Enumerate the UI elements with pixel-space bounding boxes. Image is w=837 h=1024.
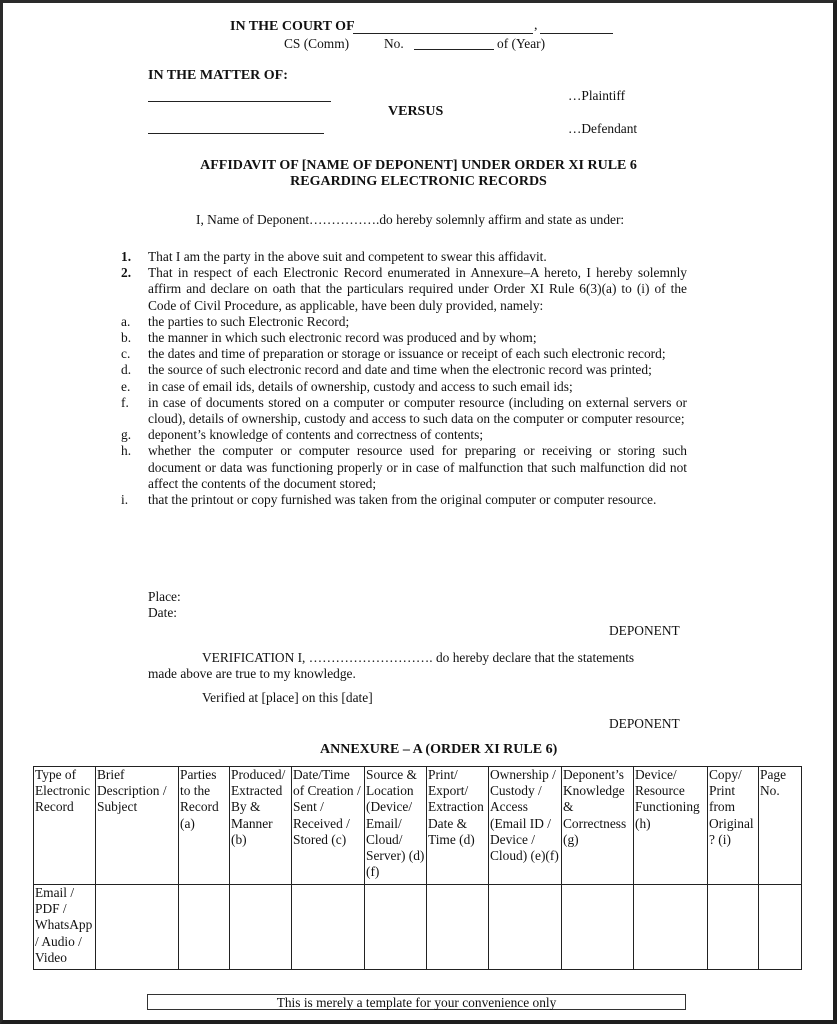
paragraph-marker: 1. [121,249,132,264]
subitem-text: deponent’s knowledge of contents and correctness of contents; [148,427,484,443]
defendant-label: …Defendant [568,121,638,136]
subitem-h [121,443,687,492]
cell-ownership[interactable] [489,885,562,970]
paragraph-2 [121,265,687,314]
column-header-parties: Parties to the Record (a) [179,767,230,885]
cell-source[interactable] [365,885,427,970]
deponent-signature-1: DEPONENT [609,623,680,638]
subitem-text: in case of documents stored on a computer or computer resource (including on external servers or cloud), details of ownership, custody and access to such data on the computer or computer resource; [148,394,687,427]
annexure-table [33,766,802,970]
case-no-label: No. [384,36,404,51]
paragraph-1 [121,249,687,265]
table-header-row [34,767,802,885]
subitem-text: in case of email ids, details of ownership, custody and access to such email ids; [148,378,573,394]
subitem-e [121,379,687,395]
subitem-text: the parties to such Electronic Record; [148,313,350,329]
subitem-marker: f. [121,394,129,410]
subitem-g [121,427,687,443]
template-disclaimer: This is merely a template for your convenience only [147,994,686,1010]
cell-datetime[interactable] [292,885,365,970]
subitem-i [121,492,687,508]
subitem-c [121,346,687,362]
subitem-marker: h. [121,443,132,459]
subitem-marker: e. [121,378,131,394]
paragraph-text: That I am the party in the above suit and competent to swear this affidavit. [148,249,547,264]
column-header-datetime: Date/Time of Creation / Sent / Received / Stored (c) [292,767,365,885]
subitem-marker: c. [121,346,131,362]
cell-page-no[interactable] [759,885,802,970]
court-label: IN THE COURT OF [230,19,355,34]
column-header-source: Source & Location (Device/ Email/ Cloud/ Server) (d)(f) [365,767,427,885]
cell-type[interactable]: Email / PDF / WhatsApp / Audio / Video [34,885,96,970]
verification-line1: VERIFICATION I, ………………………. do hereby declare that the statements [202,650,635,665]
cell-functioning[interactable] [634,885,708,970]
subitem-text: whether the computer or computer resource used for preparing or receiving or storing such document or data was functioning properly or in case of malfunction that such malfunction did not affect the contents of the document stored; [148,443,687,491]
subitem-text: the manner in which such electronic record was produced and by whom; [148,330,537,346]
case-number-blank[interactable] [414,49,494,50]
plaintiff-label: …Plaintiff [568,88,626,103]
subitem-marker: a. [121,313,131,329]
column-header-description: Brief Description / Subject [96,767,179,885]
intro-statement: I, Name of Deponent…………….do hereby solemnly affirm and state as under: [196,212,625,227]
subitem-a [121,314,687,330]
subitem-b [121,330,687,346]
subitem-marker: b. [121,330,132,346]
cell-print-date[interactable] [427,885,489,970]
case-type: CS (Comm) [284,36,350,51]
verified-at: Verified at [place] on this [date] [202,690,373,705]
subitem-text: that the printout or copy furnished was taken from the original computer or computer resource. [148,492,657,508]
paragraph-text: That in respect of each Electronic Record enumerated in Annexure–A hereto, I hereby solemnly affirm and declare on oath that the particulars required under Order XI Rule 6(3)(a) to (i) of the Code of Civil Procedure, as applicable, have been duly provided, namely: [148,265,687,313]
column-header-knowledge: Deponent’s Knowledge & Correctness (g) [562,767,634,885]
column-header-copy-original: Copy/ Print from Original ? (i) [708,767,759,885]
subitem-d [121,362,687,378]
plaintiff-name-blank[interactable] [148,101,331,102]
column-header-page-no: Page No. [759,767,802,885]
cell-description[interactable] [96,885,179,970]
cell-produced-by[interactable] [230,885,292,970]
annexure-title: ANNEXURE – A (ORDER XI RULE 6) [320,742,558,757]
affidavit-title-line1: AFFIDAVIT OF [NAME OF DEPONENT] UNDER ORDER XI RULE 6 [200,158,637,173]
paragraph-marker: 2. [121,265,132,281]
cell-knowledge[interactable] [562,885,634,970]
deponent-signature-2: DEPONENT [609,716,680,731]
affidavit-title-line2: REGARDING ELECTRONIC RECORDS [290,174,547,189]
column-header-ownership: Ownership / Custody / Access (Email ID / Device / Cloud) (e)(f) [489,767,562,885]
court-place-blank[interactable] [540,33,613,34]
court-comma: , [534,18,538,33]
subitem-marker: i. [121,492,129,508]
subitem-text: the source of such electronic record and date and time when the electronic record was printed; [148,362,652,378]
verification-line2: made above are true to my knowledge. [148,666,356,681]
date-label: Date: [148,605,177,620]
defendant-name-blank[interactable] [148,133,324,134]
subitem-marker: g. [121,427,132,443]
matter-label: IN THE MATTER OF: [148,68,288,83]
cell-copy-original[interactable] [708,885,759,970]
case-year: of (Year) [497,36,546,51]
subitem-marker: d. [121,362,132,378]
versus-label: VERSUS [388,104,444,119]
table-row [34,885,802,970]
cell-parties[interactable] [179,885,230,970]
column-header-print-date: Print/ Export/ Extraction Date & Time (d) [427,767,489,885]
subitem-f [121,395,687,427]
column-header-type: Type of Electronic Record [34,767,96,885]
place-label: Place: [148,589,181,604]
column-header-functioning: Device/ Resource Functioning (h) [634,767,708,885]
subitem-text: the dates and time of preparation or storage or issuance or receipt of each such electronic record; [148,346,666,362]
column-header-produced-by: Produced/ Extracted By & Manner (b) [230,767,292,885]
court-name-blank[interactable] [353,33,533,34]
affidavit-paragraphs [121,249,687,508]
